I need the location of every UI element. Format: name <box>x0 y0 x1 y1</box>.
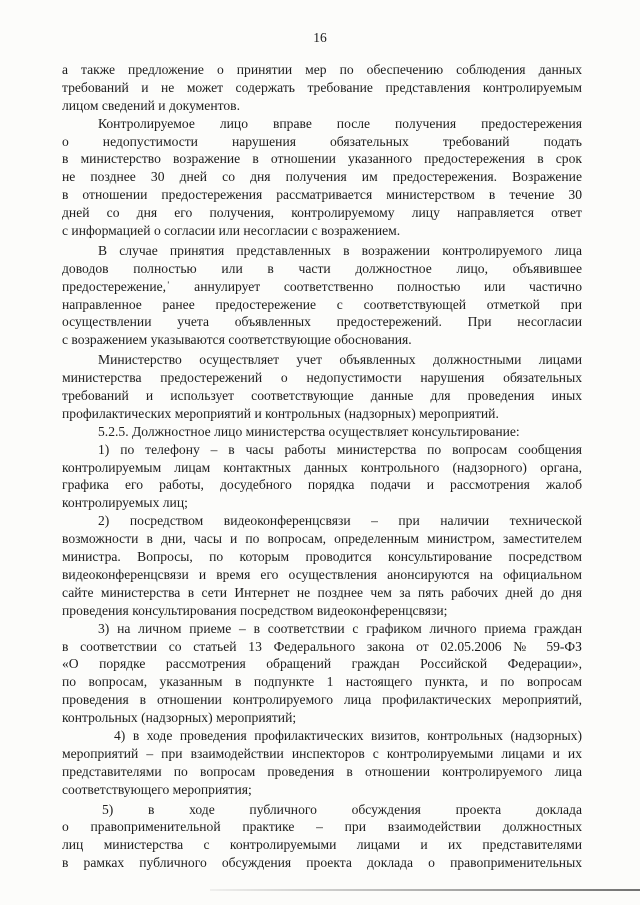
text-line: 5.2.5. Должностное лицо министерства осуществляет консультирование: <box>98 423 520 439</box>
text-line: в отношении предостережения рассматривается министерством в течение 30 <box>62 187 582 203</box>
text-line: профилактических мероприятий и контрольных (надзорных) мероприятий. <box>62 405 499 421</box>
text-line: не позднее 30 дней со дня получения им предостережения. Возражение <box>62 169 582 185</box>
text-line: требований и использует соответствующие данные для проведения иных <box>62 388 582 404</box>
text-line: в соответствии со статьей 13 Федерального закона от 02.05.2006 № 59-ФЗ <box>62 638 582 654</box>
paragraph-2 <box>62 115 582 240</box>
text-line: контролируемых лиц; <box>62 495 188 511</box>
text-line: Министерство осуществляет учет объявленных должностными лицами <box>98 352 582 368</box>
text-line: контрольных (надзорных) мероприятий; <box>62 710 297 726</box>
text-line: В случае принятия представленных в возражении контролируемого лица <box>98 242 582 258</box>
scan-edge-shadow <box>210 889 640 891</box>
paragraph-1 <box>62 61 582 115</box>
text-line: 4) в ходе проведения профилактических визитов, контрольных (надзорных) <box>114 727 582 743</box>
text-line: а также предложение о принятии мер по обеспечению соблюдения данных <box>62 62 582 77</box>
paragraph-8 <box>62 620 582 727</box>
page-number: 16 <box>313 30 327 45</box>
text-line: контролируемым лицам контактных данных контрольного (надзорного) органа, <box>62 459 582 475</box>
text-line: осуществлении учета объявленных предостережений. При несогласии <box>62 314 582 330</box>
paragraph-6 <box>62 441 582 513</box>
text-line: Контролируемое лицо вправе после получения предостережения <box>98 115 582 131</box>
paragraph-4 <box>62 351 582 423</box>
document-body <box>62 61 582 872</box>
text-line: с информацией о согласии или несогласии с возражением. <box>62 223 401 239</box>
text-line: 5) в ходе публичного обсуждения проекта доклада <box>102 801 582 817</box>
text-line: о правоприменительной практике – при взаимодействии должностных <box>62 819 582 835</box>
text-line: предостережение,ˈ аннулирует соответственно полностью или частично <box>62 278 582 294</box>
paragraph-7 <box>62 512 582 619</box>
text-line: проведения в отношении контролируемого лица профилактических мероприятий, <box>62 692 582 708</box>
text-line: «О порядке рассмотрения обращений граждан Российской Федерации», <box>62 656 582 672</box>
text-line: в министерство возражение в отношении указанного предостережения в срок <box>62 151 582 167</box>
text-line: с возражением указываются соответствующие обоснования. <box>62 332 412 348</box>
text-line: 3) на личном приеме – в соответствии с графиком личного приема граждан <box>98 620 582 636</box>
text-line: представителями по вопросам проведения в отношении контролируемого лица <box>62 763 582 779</box>
text-line: министра. Вопросы, по которым проводится консультирование посредством <box>62 549 582 565</box>
paragraph-3 <box>62 242 582 349</box>
text-line: дней со дня его получения, контролируемому лицу направляется ответ <box>62 205 582 221</box>
text-line: лицом сведений и документов. <box>62 97 240 113</box>
text-line: мероприятий – при взаимодействии инспекторов с контролируемыми лицами и их <box>62 745 582 761</box>
text-line: 1) по телефону – в часы работы министерства по вопросам сообщения <box>98 441 582 457</box>
text-line: в рамках публичного обсуждения проекта доклада о правоприменительных <box>62 855 582 871</box>
text-line: о недопустимости нарушения обязательных требований подать <box>62 133 582 149</box>
text-line: доводов полностью или в части должностное лицо, объявившее <box>62 260 582 276</box>
text-line: требований и не может содержать требование представления контролируемым <box>62 79 582 95</box>
text-line: 2) посредством видеоконференцсвязи – при наличии технической <box>98 513 582 529</box>
text-line: по вопросам, указанным в подпункте 1 настоящего пункта, и по вопросам <box>62 674 582 690</box>
paragraph-5 <box>62 423 582 441</box>
text-line: проведения консультирования посредством видеоконференцсвязи; <box>62 602 448 618</box>
text-line: видеоконференцсвязи и время его осуществления анонсируются на официальном <box>62 566 582 582</box>
text-line: направленное ранее предостережение с соответствующей отметкой при <box>62 296 582 312</box>
text-line: сайте министерства в сети Интернет не позднее чем за пять рабочих дней до дня <box>62 584 582 600</box>
paragraph-9 <box>62 727 582 799</box>
text-line: соответствующего мероприятия; <box>62 781 252 797</box>
paragraph-10 <box>62 801 582 873</box>
text-line: возможности в дни, часы и по вопросам, определенным министром, заместителем <box>62 531 582 547</box>
text-line: министерства предостережений о недопустимости нарушения обязательных <box>62 370 582 386</box>
text-line: графика его работы, досудебного порядка подачи и рассмотрения жалоб <box>62 477 582 493</box>
text-line: лиц министерства с контролируемыми лицами и их представителями <box>62 837 582 853</box>
